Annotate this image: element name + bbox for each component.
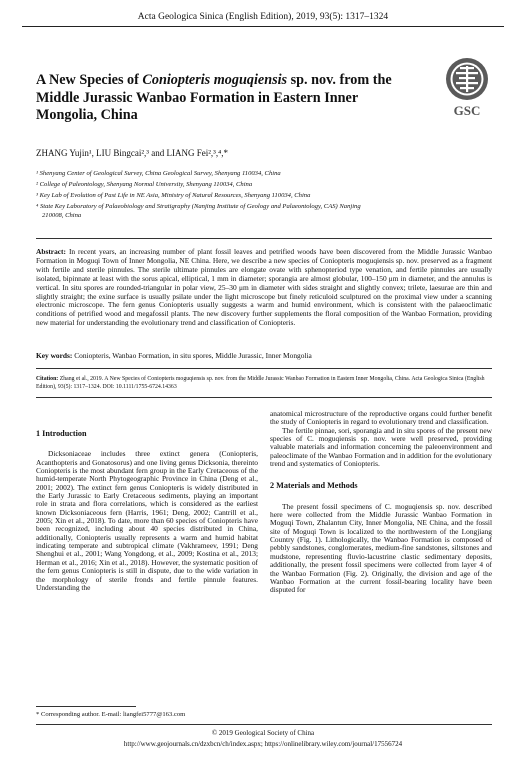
citation: Citation: Zhang et al., 2019. A New Species of Coniopteris moguqiensis sp. nov. from the Middle Jurassic Wanbao Formation in Eastern Inner Mongolia, China. Acta Geologica Sinica (English Edition), 93(5): 1317–1324. DOI: 10.1111/1755-6724.14363 — [36, 376, 485, 390]
abstract-label: Abstract: — [36, 247, 66, 256]
abstract-rule — [36, 238, 492, 239]
affiliation-2: ² College of Paleontology, Shenyang Normal University, Shenyang 110034, China — [36, 181, 253, 188]
corresponding-author-footnote: * Corresponding author. E-mail: liangfei5777@163.com — [36, 711, 186, 718]
section-heading-materials: 2 Materials and Methods — [270, 481, 358, 491]
abstract-text: In recent years, an increasing number of plant fossil leaves and petrified woods have been discovered from the Middle Jurassic Wanbao Formation in Moguqi Town of Inner Mongolia, NE China. Here, we describe a new species of Coniopteris moguqiensis sp. nov. preserved as a fragment with fertile and sterile pinnules. The sterile ultimate pinnules are elongate ovate with sphenopteriod type venation, and fertile pinnules are usually isolated, bipinnate at least with the sorus apical, elliptical, 1 mm in diameter; sporangia are almost globular, 100–150 μm in diameter, and the annulus is vertical. In situ spores are rounded-triangular in polar view, 25–30 μm in diameter with sides straight and slightly convex; trilete, laesurae are thin and slightly straight; the exine surface is usually psilate under the light microscope but finely reticuloid sculptured on the proximal view under a scanning electronic microscope. The fern genus Coniopteris usually suggests a warm and humid environment, which is consistent with the palaeoclimatic conditions of petrified wood and megafossil plants. The new discovery further supplements the floral composition of the Wanbao Formation, providing new material for understanding the evolutionary trend and classification of Coniopteris. — [36, 247, 492, 328]
intro-continuation: anatomical microstructure of the reproductive organs could further benefit the study of Coniopteris in regard to evolutionary trend and classification. — [270, 409, 492, 427]
affiliation-4-cont: 210008, China — [42, 212, 82, 219]
left-column — [36, 430, 258, 592]
abstract — [36, 248, 492, 328]
gsc-logo — [442, 55, 492, 121]
footnote-rule — [36, 706, 136, 707]
footer-copyright: © 2019 Geological Society of China — [211, 729, 315, 737]
authors: ZHANG Yujin¹, LIU Bingcai²,³ and LIANG Fei²,³,⁴,* — [36, 148, 229, 158]
journal-header: Acta Geologica Sinica (English Edition), 2019, 93(5): 1317–1324 — [137, 12, 389, 22]
citation-rule — [36, 368, 492, 369]
materials-paragraph: The present fossil specimens of C. moguqiensis sp. nov. described here were collected from the Middle Jurassic Wanbao Formation in Moguqi Town, Zhalantun City, Inner Mongolia, NE China, and the fossil site of Moguqi Town is localized to the northwestern of the Longjiang Country (Fig. 1). Lithologically, the Wanbao Formation is composed of pebbly sandstones, conglomerates, medium-fine sandstones, siltstones and mudstone, representing fluvio-lacustrine clastic sedimentary deposits, additionally, the present fossil specimens were collected from layer 4 of the Wanbao Formation (Fig. 2). Originally, the division and age of the Wanbao Formation at the current fossil-bearing locality have been disputed for — [270, 501, 492, 595]
article-title: A New Species of Coniopteris moguqiensis sp. nov. from the Middle Jurassic Wanbao Formation in Eastern Inner Mongolia, China — [36, 72, 392, 123]
body-rule — [36, 397, 492, 398]
section-heading-introduction: 1 Introduction — [36, 429, 87, 438]
keywords — [36, 351, 492, 360]
right-column — [270, 410, 492, 595]
svg-text:GSC: GSC — [453, 103, 481, 118]
keywords-text: Coniopteris, Wanbao Formation, in situ spores, Middle Jurassic, Inner Mongolia — [74, 351, 312, 360]
affiliation-1: ¹ Shenyang Center of Geological Survey, China Geological Survey, Shenyang 110034, China — [36, 170, 281, 177]
keywords-label: Key words: — [36, 351, 73, 360]
intro-paragraph: Dicksoniaceae includes three extinct genera (Coniopteris, Acanthopteris and Gonatosorus) and one living genus Dicksonia, thereinto Coniopteris is the most abundant fern group in the Early Cretaceous of the humid-temperate North Phytogeographic Province in China (Deng et al., 2001; 2002). The extinct fern genus Coniopteris is widely distributed in the Early Jurassic to Early Cretaceous sediments, playing an important role in strata and flora correlations, which is considered as the earliest known Dicksoniaceous fern (Harris, 1961; Deng, 2002; Cantrill et al., 2005; Xin et al., 2018). To date, more than 60 species of Coniopteris have been recognized, including about 40 species distributed in China, additionally, Coniopteris usually represents a warm and humid habitat indicating temperate and subtropical climate (Vakhrameev, 1991; Deng Shenghui et al., 2001; Wang Yongdong, et al., 2009; Kostina et al., 2013; Herman et al., 2016; Xin et al., 2018). However, the systematic position of the fern genus Coniopteris is still in dispute, due to the wide variation in the morphology of sterile fronds and fertile pinnule features. Understanding the — [36, 449, 258, 592]
footer-urls: http://www.geojournals.cn/dzxbcn/ch/index.aspx; https://onlinelibrary.wiley.com/journal/17556724 — [123, 740, 403, 748]
intro-paragraph-2: The fertile pinnae, sori, sporangia and in situ spores of the present new species of C. moguqiensis sp. nov. were well preserved, providing valuable materials and information concerning the paleoenvironment and paleoclimate of the Wanbao Formation and in addition for the evolutionary trend and systematics of Coniopteris. — [270, 425, 492, 469]
affiliation-3: ³ Key Lab of Evolution of Past Life in NE Asia, Ministry of Natural Resources, Shenyang 110034, China — [36, 192, 311, 199]
footer-rule — [36, 724, 492, 725]
header-rule — [22, 26, 504, 27]
affiliation-4: ⁴ State Key Laboratory of Palaeobiology and Stratigraphy (Nanjing Institute of Geology and Palaeontology, CAS) Nanjing — [36, 203, 361, 210]
